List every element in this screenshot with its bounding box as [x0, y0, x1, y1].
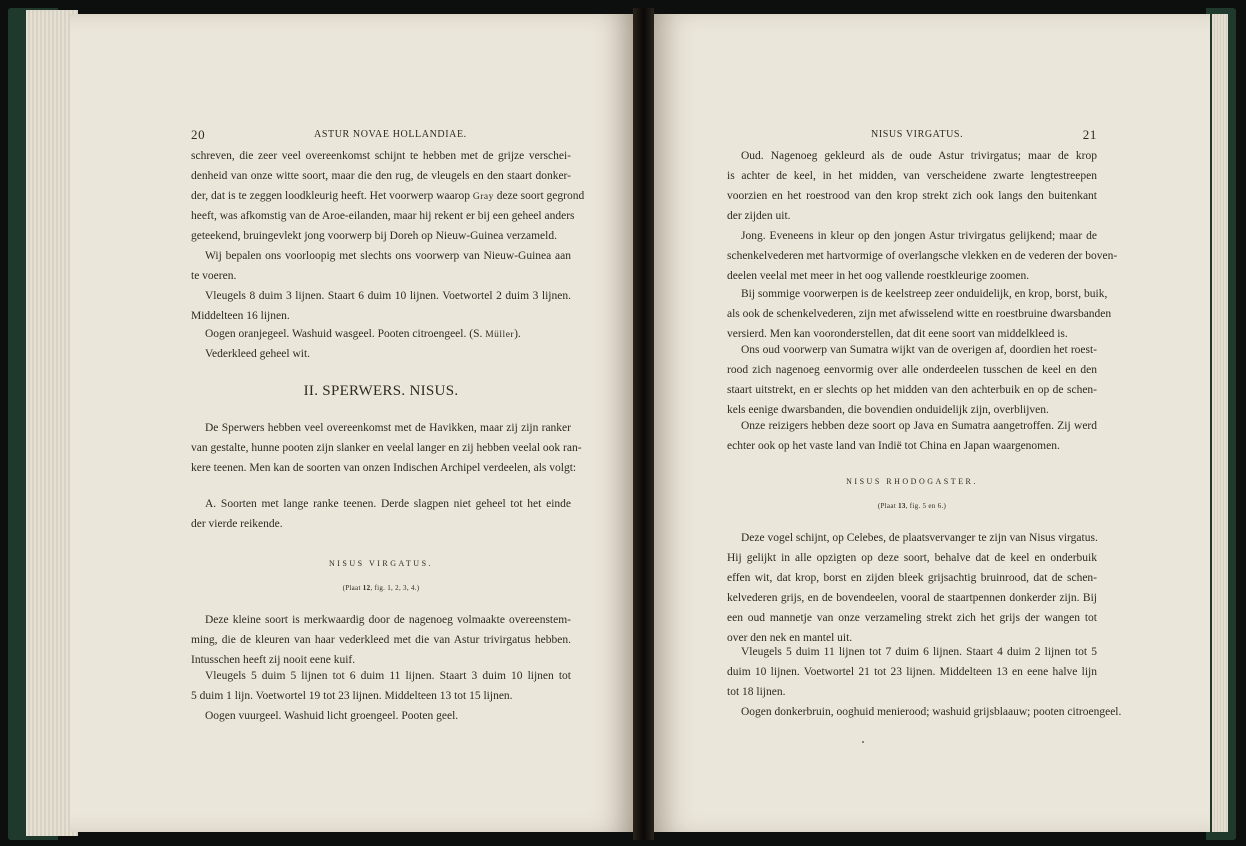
text-line: kels eenige dwarsbanden, die bovendien onduidelijk zijn, overblijven. [727, 404, 1049, 416]
right-paragraph-3 [727, 284, 1112, 344]
text-line: der zijden uit. [727, 210, 791, 222]
text-line: Vleugels 5 duim 11 lijnen tot 7 duim 6 lijnen. Staart 4 duim 2 lijnen tot 5 [741, 646, 1097, 658]
text-line: Vederkleed geheel wit. [205, 348, 311, 360]
right-paragraph-young [727, 226, 1118, 286]
left-paragraph-3 [191, 286, 571, 326]
text-line: der vierde reikende. [191, 518, 283, 530]
text-line: geteekend, bruingevlekt jong voorwerp bij Doreh op Nieuw-Guinea verzameld. [191, 230, 557, 242]
right-paragraph-4 [727, 340, 1097, 420]
author-gray: Gray [472, 192, 494, 202]
text-line: der, dat is te zeggen loodkleurig heeft. Het voorwerp waarop Gray deze soort gegrond [191, 190, 585, 202]
text-line: duim 10 lijnen. Voetwortel 21 tot 23 lijnen. Middelteen 13 en eene halve lijn [727, 666, 1097, 678]
text-line: kere teenen. Men kan de soorten van onzen Indischen Archipel verdeelen, als volgt: [191, 462, 577, 474]
text-line: Oogen vuurgeel. Washuid licht groengeel. Pooten geel. [205, 710, 459, 722]
text-line: kelvederen grijs, en de bovendeelen, vooral de staartpennen donkerder zijn. Bij [727, 592, 1097, 604]
text-line: Deze vogel schijnt, op Celebes, de plaatsvervanger te zijn van Nisus virgatus. [741, 532, 1098, 544]
text-line: Vleugels 5 duim 5 lijnen tot 6 duim 11 lijnen. Staart 3 duim 10 lijnen tot [205, 670, 571, 682]
paper-speck [862, 741, 864, 743]
text-line: denheid van onze witte soort, maar die den rug, de vleugels en den staart donker- [191, 170, 571, 182]
text-line: als ook de schenkelvederen, zijn met afwisselend witte en roestbruine dwarsbanden [727, 308, 1112, 320]
text-line: 5 duim 1 lijn. Voetwortel 19 tot 23 lijnen. Middelteen 13 tot 15 lijnen. [191, 690, 513, 702]
text-line: voorzien en het roestrood van den krop strekt zich ook langs den buitenkant [727, 190, 1097, 202]
text-line: een oud mannetje van onze verzameling strekt zich het grijs der wangen tot [727, 612, 1097, 624]
text-line: Oud. Nagenoeg gekleurd als de oude Astur trivirgatus; maar de krop [741, 150, 1097, 162]
page-edges-right [1212, 14, 1228, 832]
text-line: van gestalte, hunne pooten zijn slanker en veelal langer en zij hebben veelal ook ran- [191, 442, 582, 454]
right-page-number: 21 [1082, 127, 1097, 142]
text-line: Intusschen heeft zij nooit eene kuif. [191, 654, 356, 666]
left-intro-paragraph [191, 418, 582, 478]
text-line: Middelteen 16 lijnen. [191, 310, 290, 322]
text-line: rood zich nagenoeg eenvormig over alle onderdeelen tusschen de keel en den [727, 364, 1097, 376]
left-measurements [191, 666, 571, 726]
left-description [191, 610, 571, 670]
text-line: schreven, die zeer veel overeenkomst schijnt te hebben met de grijze verschei- [191, 150, 571, 162]
text-line: te voeren. [191, 270, 237, 282]
plate-reference-13: (Plaat 13, fig. 5 en 6.) [877, 502, 947, 510]
right-paragraph-old [727, 146, 1097, 226]
text-line: Bij sommige voorwerpen is de keelstreep zeer onduidelijk, en krop, borst, buik, [741, 288, 1108, 300]
text-line: Vleugels 8 duim 3 lijnen. Staart 6 duim 10 lijnen. Voetwortel 2 duim 3 lijnen. [205, 290, 571, 302]
right-page-header [727, 128, 1097, 142]
text-line: is achter de keel, in het midden, van verscheidene zwarte lengtestreepen [727, 170, 1097, 182]
plate-reference-12: (Plaat 12, fig. 1, 2, 3, 4.) [342, 584, 420, 592]
left-paragraph-2 [191, 246, 571, 286]
left-page-header [191, 128, 571, 142]
section-heading: II. SPERWERS. NISUS. [303, 383, 459, 399]
text-line: ming, die de kleuren van haar vederkleed met die van Astur trivirgatus hebben. [191, 634, 571, 646]
text-line: echter ook op het vaste land van Indië tot China en Japan waargenomen. [727, 440, 1060, 452]
left-page-number: 20 [191, 127, 206, 142]
author-muller: Müller [485, 330, 515, 340]
right-paragraph-5 [727, 416, 1097, 456]
text-line: Jong. Eveneens in kleur op den jongen Astur trivirgatus gelijkend; maar de [741, 230, 1097, 242]
species-heading-rhodogaster: NISUS RHODOGASTER. [846, 477, 978, 486]
species-heading-virgatus: NISUS VIRGATUS. [328, 559, 434, 568]
text-line: Onze reizigers hebben deze soort op Java en Sumatra aangetroffen. Zij werd [741, 420, 1097, 432]
text-line: effen wit, dat krop, borst en zijden bleek grijsachtig bruinrood, dat de schen- [727, 572, 1097, 584]
right-measurements [727, 642, 1122, 722]
text-line: Oogen oranjegeel. Washuid wasgeel. Pooten citroengeel. (S. Müller). [205, 328, 521, 340]
text-line: schenkelvederen met hartvormige of overlangsche vlekken en de vederen der boven- [727, 250, 1118, 262]
text-line: deelen veelal met meer in het oog vallende roestkleurige zoomen. [727, 270, 1030, 282]
text-line: versierd. Men kan vooronderstellen, dat dit eene soort van middelkleed is. [727, 328, 1068, 340]
text-line: Hij gelijkt in alle opzigten op deze soort, behalve dat de keel en onderbuik [727, 552, 1097, 564]
text-line: Ons oud voorwerp van Sumatra wijkt van de overigen af, doordien het roest- [741, 344, 1097, 356]
text-line: tot 18 lijnen. [727, 686, 786, 698]
book-gutter [633, 8, 654, 840]
text-line: over den nek en mantel uit. [727, 632, 853, 644]
left-page [70, 14, 633, 832]
right-running-title: NISUS VIRGATUS. [871, 129, 964, 140]
left-division [191, 494, 571, 534]
text-line: Deze kleine soort is merkwaardig door de nagenoeg volmaakte overeenstem- [205, 614, 571, 626]
text-line: A. Soorten met lange ranke teenen. Derde slagpen niet geheel tot het einde [205, 498, 571, 510]
right-page [654, 14, 1210, 832]
left-running-title: ASTUR NOVAE HOLLANDIAE. [314, 129, 467, 140]
text-line: heeft, was afkomstig van de Aroe-eilanden, maar hij rekent er bij een geheel anders [191, 210, 575, 222]
text-line: Wij bepalen ons voorloopig met slechts ons voorwerp van Nieuw-Guinea aan [205, 250, 571, 262]
text-line: staart uitstrekt, en er slechts op het midden van den achterbuik en op de schen- [727, 384, 1097, 396]
text-line: De Sperwers hebben veel overeenkomst met de Havikken, maar zij zijn ranker [205, 422, 571, 434]
left-paragraph-1 [191, 146, 585, 246]
left-paragraph-4 [205, 324, 571, 364]
right-description [727, 528, 1097, 648]
text-line: Oogen donkerbruin, ooghuid menierood; washuid grijsblaauw; pooten citroengeel. [741, 706, 1122, 718]
